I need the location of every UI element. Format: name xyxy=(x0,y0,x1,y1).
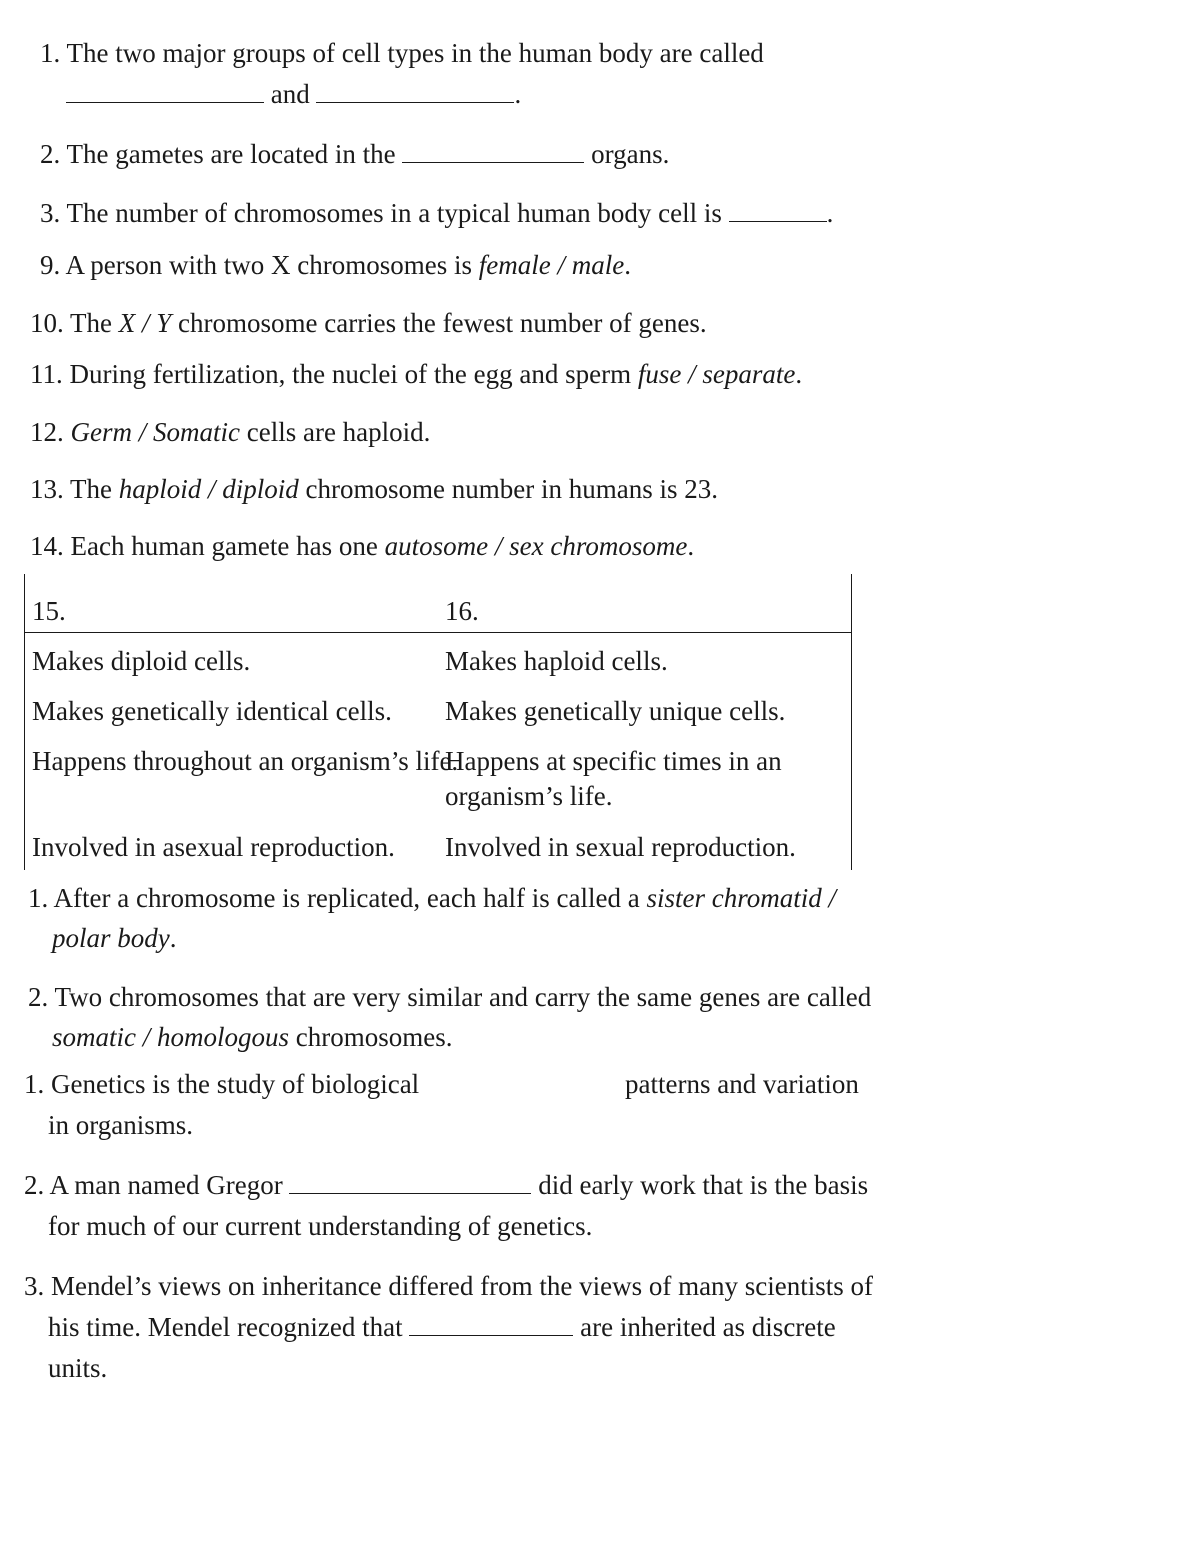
table-cell: Involved in sexual reproduction. xyxy=(445,832,796,862)
choice-options[interactable]: sister chromatid / xyxy=(646,883,837,913)
connector-text: and xyxy=(270,79,310,109)
question-1a xyxy=(40,36,764,70)
question-mendel xyxy=(24,1269,873,1303)
answer-blank[interactable] xyxy=(66,78,264,103)
question-text: The number of chromosomes in a typical human body cell is xyxy=(66,198,722,228)
answer-blank[interactable] xyxy=(289,1169,531,1194)
question-text: A man named Gregor xyxy=(49,1170,283,1200)
question-10 xyxy=(30,306,707,340)
question-text: are inherited as discrete xyxy=(580,1312,836,1342)
answer-blank[interactable] xyxy=(729,197,827,222)
question-text: The gametes are located in the xyxy=(66,139,396,169)
question-text: chromosome number in humans is 23. xyxy=(305,474,718,504)
question-text: During fertilization, the nuclei of the egg and sperm xyxy=(69,359,632,389)
table-cell: Makes diploid cells. xyxy=(32,646,251,676)
question-text: his time. Mendel recognized that xyxy=(48,1312,403,1342)
question-text: did early work that is the basis xyxy=(538,1170,869,1200)
question-number: 1. xyxy=(24,1069,45,1099)
table-header-col2: 16. xyxy=(445,596,479,626)
choice-options[interactable]: female / male xyxy=(478,250,625,280)
choice-options[interactable]: fuse / separate xyxy=(637,359,796,389)
question-text: The two major groups of cell types in the human body are called xyxy=(66,38,764,68)
punctuation: . xyxy=(795,359,803,389)
question-homologous-cont xyxy=(52,1020,453,1054)
question-9 xyxy=(40,248,631,282)
question-chromatid-cont xyxy=(52,921,177,955)
question-genetics-post: patterns and variation xyxy=(625,1069,859,1099)
question-3a xyxy=(40,196,833,230)
question-text: The xyxy=(70,474,112,504)
question-gregor xyxy=(24,1168,868,1202)
question-number: 2. xyxy=(40,139,61,169)
answer-blank[interactable] xyxy=(409,1311,573,1336)
question-14 xyxy=(30,529,694,563)
question-number: 2. xyxy=(28,982,49,1012)
question-number: 13. xyxy=(30,474,64,504)
question-1a-answer-line xyxy=(66,77,521,111)
question-2a xyxy=(40,137,669,171)
question-text: Each human gamete has one xyxy=(70,531,378,561)
punctuation: . xyxy=(687,531,695,561)
question-11 xyxy=(30,357,802,391)
table-cell: Involved in asexual reproduction. xyxy=(32,832,395,862)
question-text: Two chromosomes that are very similar and carry the same genes are called xyxy=(54,982,872,1012)
table-cell: organism’s life. xyxy=(445,781,613,811)
question-text: A person with two X chromosomes is xyxy=(65,250,472,280)
question-chromatid xyxy=(28,881,836,915)
choice-options[interactable]: X / Y xyxy=(118,308,172,338)
question-text: After a chromosome is replicated, each half is called a xyxy=(53,883,640,913)
table-cell: Happens at specific times in an xyxy=(445,746,782,776)
punctuation: . xyxy=(826,198,834,228)
question-text: organs. xyxy=(591,139,670,169)
punctuation: . xyxy=(169,923,177,953)
question-number: 12. xyxy=(30,417,64,447)
question-12 xyxy=(30,415,430,449)
table-cell: Makes genetically unique cells. xyxy=(445,696,786,726)
answer-blank[interactable] xyxy=(316,78,514,103)
table-header-col1: 15. xyxy=(32,596,66,626)
question-text: cells are haploid. xyxy=(246,417,431,447)
question-genetics xyxy=(24,1067,419,1101)
question-text: chromosomes. xyxy=(295,1022,453,1052)
punctuation: . xyxy=(514,79,522,109)
answer-blank[interactable] xyxy=(402,138,584,163)
question-mendel-line2 xyxy=(48,1310,836,1344)
question-text: chromosome carries the fewest number of genes. xyxy=(178,308,707,338)
choice-options[interactable]: polar body xyxy=(52,923,170,953)
table-cell: Makes haploid cells. xyxy=(445,646,668,676)
question-number: 10. xyxy=(30,308,64,338)
question-mendel-cont: units. xyxy=(48,1353,108,1383)
punctuation: . xyxy=(624,250,631,280)
question-number: 2. xyxy=(24,1170,45,1200)
table-divider xyxy=(25,632,851,633)
choice-options[interactable]: somatic / homologous xyxy=(52,1022,290,1052)
question-number: 1. xyxy=(28,883,49,913)
table-cell: Happens throughout an organism’s life. xyxy=(32,746,459,776)
question-text: The xyxy=(70,308,112,338)
question-number: 14. xyxy=(30,531,64,561)
question-number: 3. xyxy=(40,198,61,228)
question-text: Mendel’s views on inheritance differed from the views of many scientists of xyxy=(51,1271,874,1301)
question-number: 9. xyxy=(40,250,61,280)
question-gregor-cont: for much of our current understanding of genetics. xyxy=(48,1211,593,1241)
choice-options[interactable]: haploid / diploid xyxy=(118,474,299,504)
table-cell: Makes genetically identical cells. xyxy=(32,696,392,726)
choice-options[interactable]: Germ / Somatic xyxy=(70,417,240,447)
question-13 xyxy=(30,472,718,506)
question-number: 1. xyxy=(40,38,61,68)
choice-options[interactable]: autosome / sex chromosome xyxy=(384,531,688,561)
question-homologous xyxy=(28,980,871,1014)
comparison-table xyxy=(24,574,852,870)
question-text: Genetics is the study of biological xyxy=(51,1069,420,1099)
question-number: 11. xyxy=(30,359,63,389)
question-number: 3. xyxy=(24,1271,45,1301)
question-genetics-cont: in organisms. xyxy=(48,1110,194,1140)
